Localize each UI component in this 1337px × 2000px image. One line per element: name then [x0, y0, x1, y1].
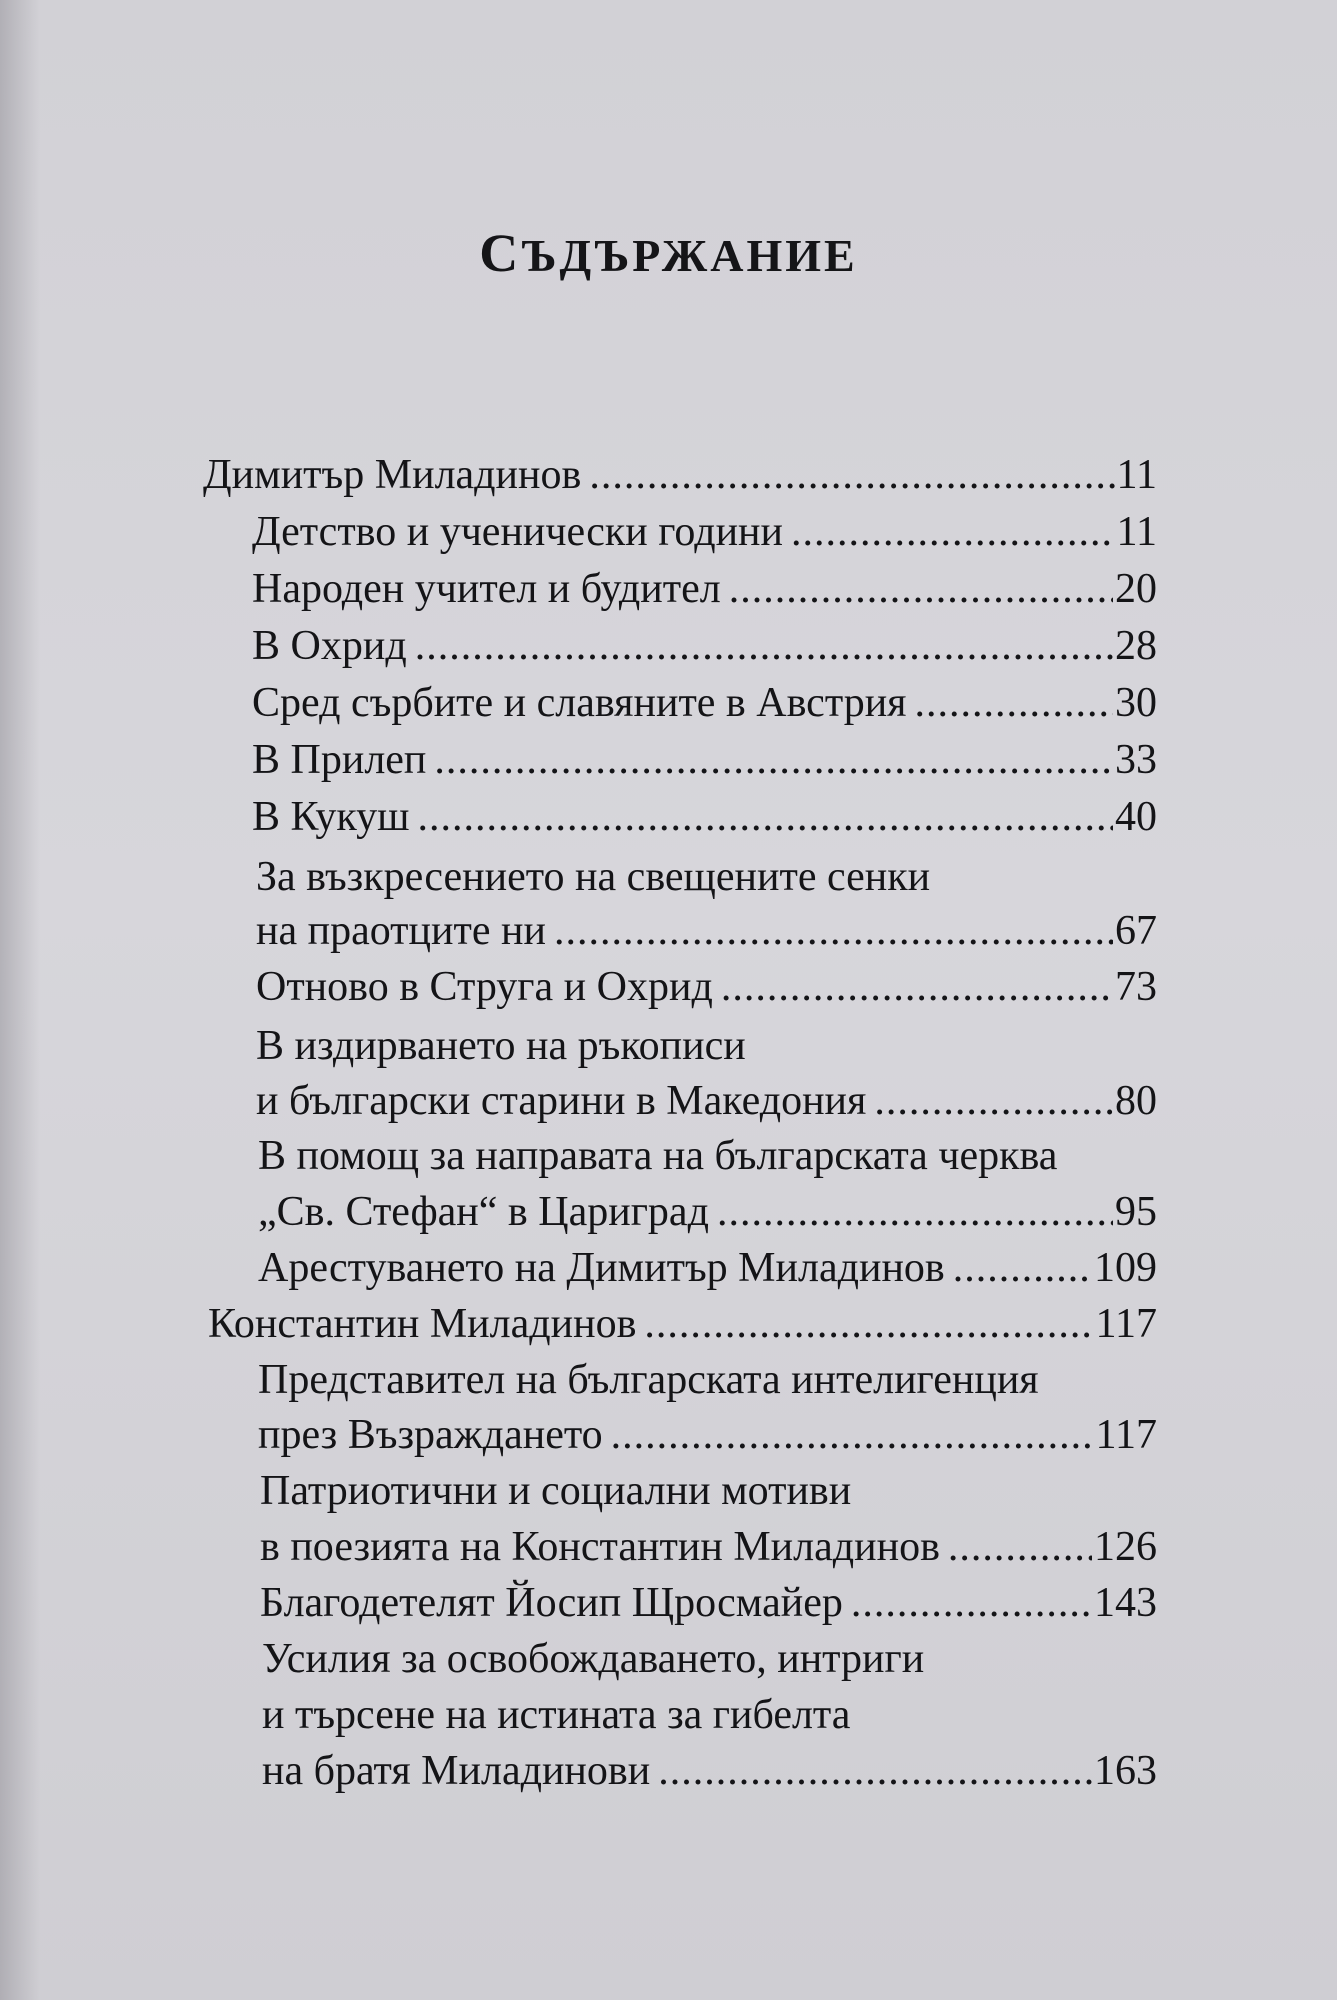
title-initial: С [479, 223, 522, 283]
toc-entry-line [258, 1355, 1158, 1405]
toc-entry-line [262, 1634, 1162, 1684]
toc-entry [252, 678, 1157, 728]
toc-leader-dots [717, 1187, 1113, 1237]
toc-page-number: 163 [1094, 1748, 1157, 1794]
toc-page-number: 117 [1095, 1412, 1157, 1458]
toc-entry-text: Детство и ученически години [252, 509, 784, 555]
toc-page-number: 30 [1115, 680, 1157, 726]
toc-leader-dots [953, 1243, 1092, 1293]
toc-entry-text: За възкресението на свещените сенки [256, 854, 931, 900]
toc-leader-dots [658, 1746, 1092, 1796]
toc-entry-text: в поезията на Константин Миладинов [260, 1524, 940, 1570]
toc-leader-dots [434, 735, 1113, 785]
toc-page-number: 117 [1095, 1301, 1157, 1347]
toc-page-number: 11 [1116, 509, 1157, 555]
toc-entry [252, 792, 1157, 842]
toc-entry-line [256, 852, 1156, 902]
toc-entry-text: през Възраждането [258, 1412, 603, 1458]
toc-entry-text: Сред сърбите и славяните в Австрия [252, 680, 907, 726]
toc-entry-text: и български старини в Македония [256, 1078, 867, 1124]
toc-entry-text: Патриотични и социални мотиви [260, 1468, 852, 1514]
toc-entry [256, 962, 1157, 1012]
toc-entry-text: на братя Миладинови [262, 1748, 651, 1794]
toc-leader-dots [874, 1076, 1113, 1126]
toc-entry-text: „Св. Стефан“ в Цариград [258, 1189, 709, 1235]
toc-entry-text: Димитър Миладинов [203, 452, 582, 498]
toc-page-number: 20 [1115, 566, 1157, 612]
toc-page-number: 67 [1115, 908, 1157, 954]
toc-entry [258, 1243, 1157, 1293]
toc-page-number: 95 [1115, 1189, 1157, 1235]
toc-page-number: 143 [1094, 1580, 1157, 1626]
toc-entry-line [258, 1131, 1158, 1181]
toc-entry-line [260, 1466, 1160, 1516]
toc-entry [260, 1522, 1157, 1572]
toc-entry [262, 1746, 1157, 1796]
toc-entry [256, 1076, 1157, 1126]
toc-page-number: 11 [1116, 452, 1157, 498]
toc-page-number: 109 [1094, 1245, 1157, 1291]
toc-leader-dots [851, 1578, 1092, 1628]
toc-entry [252, 621, 1157, 671]
toc-entry [203, 450, 1157, 500]
toc-entry-text: В Прилеп [252, 737, 427, 783]
toc-entry-text: Отново в Струга и Охрид [256, 964, 713, 1010]
toc-leader-dots [611, 1410, 1094, 1460]
toc-entry-line [256, 1021, 1156, 1071]
toc-entry [208, 1299, 1157, 1349]
toc-leader-dots [915, 678, 1114, 728]
toc-entry [252, 564, 1157, 614]
toc-page-number: 40 [1115, 794, 1157, 840]
toc-entry-text: Арестуването на Димитър Миладинов [258, 1245, 945, 1291]
toc-entry [252, 507, 1157, 557]
toc-page-number: 73 [1115, 964, 1157, 1010]
toc-leader-dots [948, 1522, 1092, 1572]
toc-entry [260, 1578, 1157, 1628]
toc-entry-text: В помощ за направата на българската черква [258, 1133, 1058, 1179]
title-rest: ЪДЪРЖАНИЕ [521, 230, 858, 281]
toc-leader-dots [729, 564, 1113, 614]
toc-page-number: 80 [1115, 1078, 1157, 1124]
toc-leader-dots [721, 962, 1113, 1012]
toc-leader-dots [415, 621, 1113, 671]
toc-entry-text: Представител на българската интелигенция [258, 1357, 1039, 1403]
toc-entry [256, 906, 1157, 956]
toc-entry [258, 1410, 1157, 1460]
toc-leader-dots [418, 792, 1113, 842]
toc-entry-text: Благодетелят Йосип Щросмайер [260, 1580, 843, 1626]
toc-entry-text: В Кукуш [252, 794, 410, 840]
toc-page-number: 33 [1115, 737, 1157, 783]
toc-leader-dots [554, 906, 1113, 956]
toc-entry-text: В издирването на ръкописи [256, 1023, 746, 1069]
toc-entry-text: Народен учител и будител [252, 566, 721, 612]
toc-entry [258, 1187, 1157, 1237]
toc-leader-dots [589, 450, 1114, 500]
toc-page-number: 126 [1094, 1524, 1157, 1570]
toc-entry-text: Константин Миладинов [208, 1301, 637, 1347]
toc-leader-dots [791, 507, 1115, 557]
toc-entry-text: В Охрид [252, 623, 407, 669]
toc-leader-dots [644, 1299, 1093, 1349]
toc-entry [252, 735, 1157, 785]
toc-page-number: 28 [1115, 623, 1157, 669]
toc-entry-line [262, 1690, 1162, 1740]
toc-entry-text: на праотците ни [256, 908, 546, 954]
toc-entry-text: Усилия за освобождаването, интриги [262, 1636, 925, 1682]
toc-entry-text: и търсене на истината за гибелта [262, 1692, 851, 1738]
